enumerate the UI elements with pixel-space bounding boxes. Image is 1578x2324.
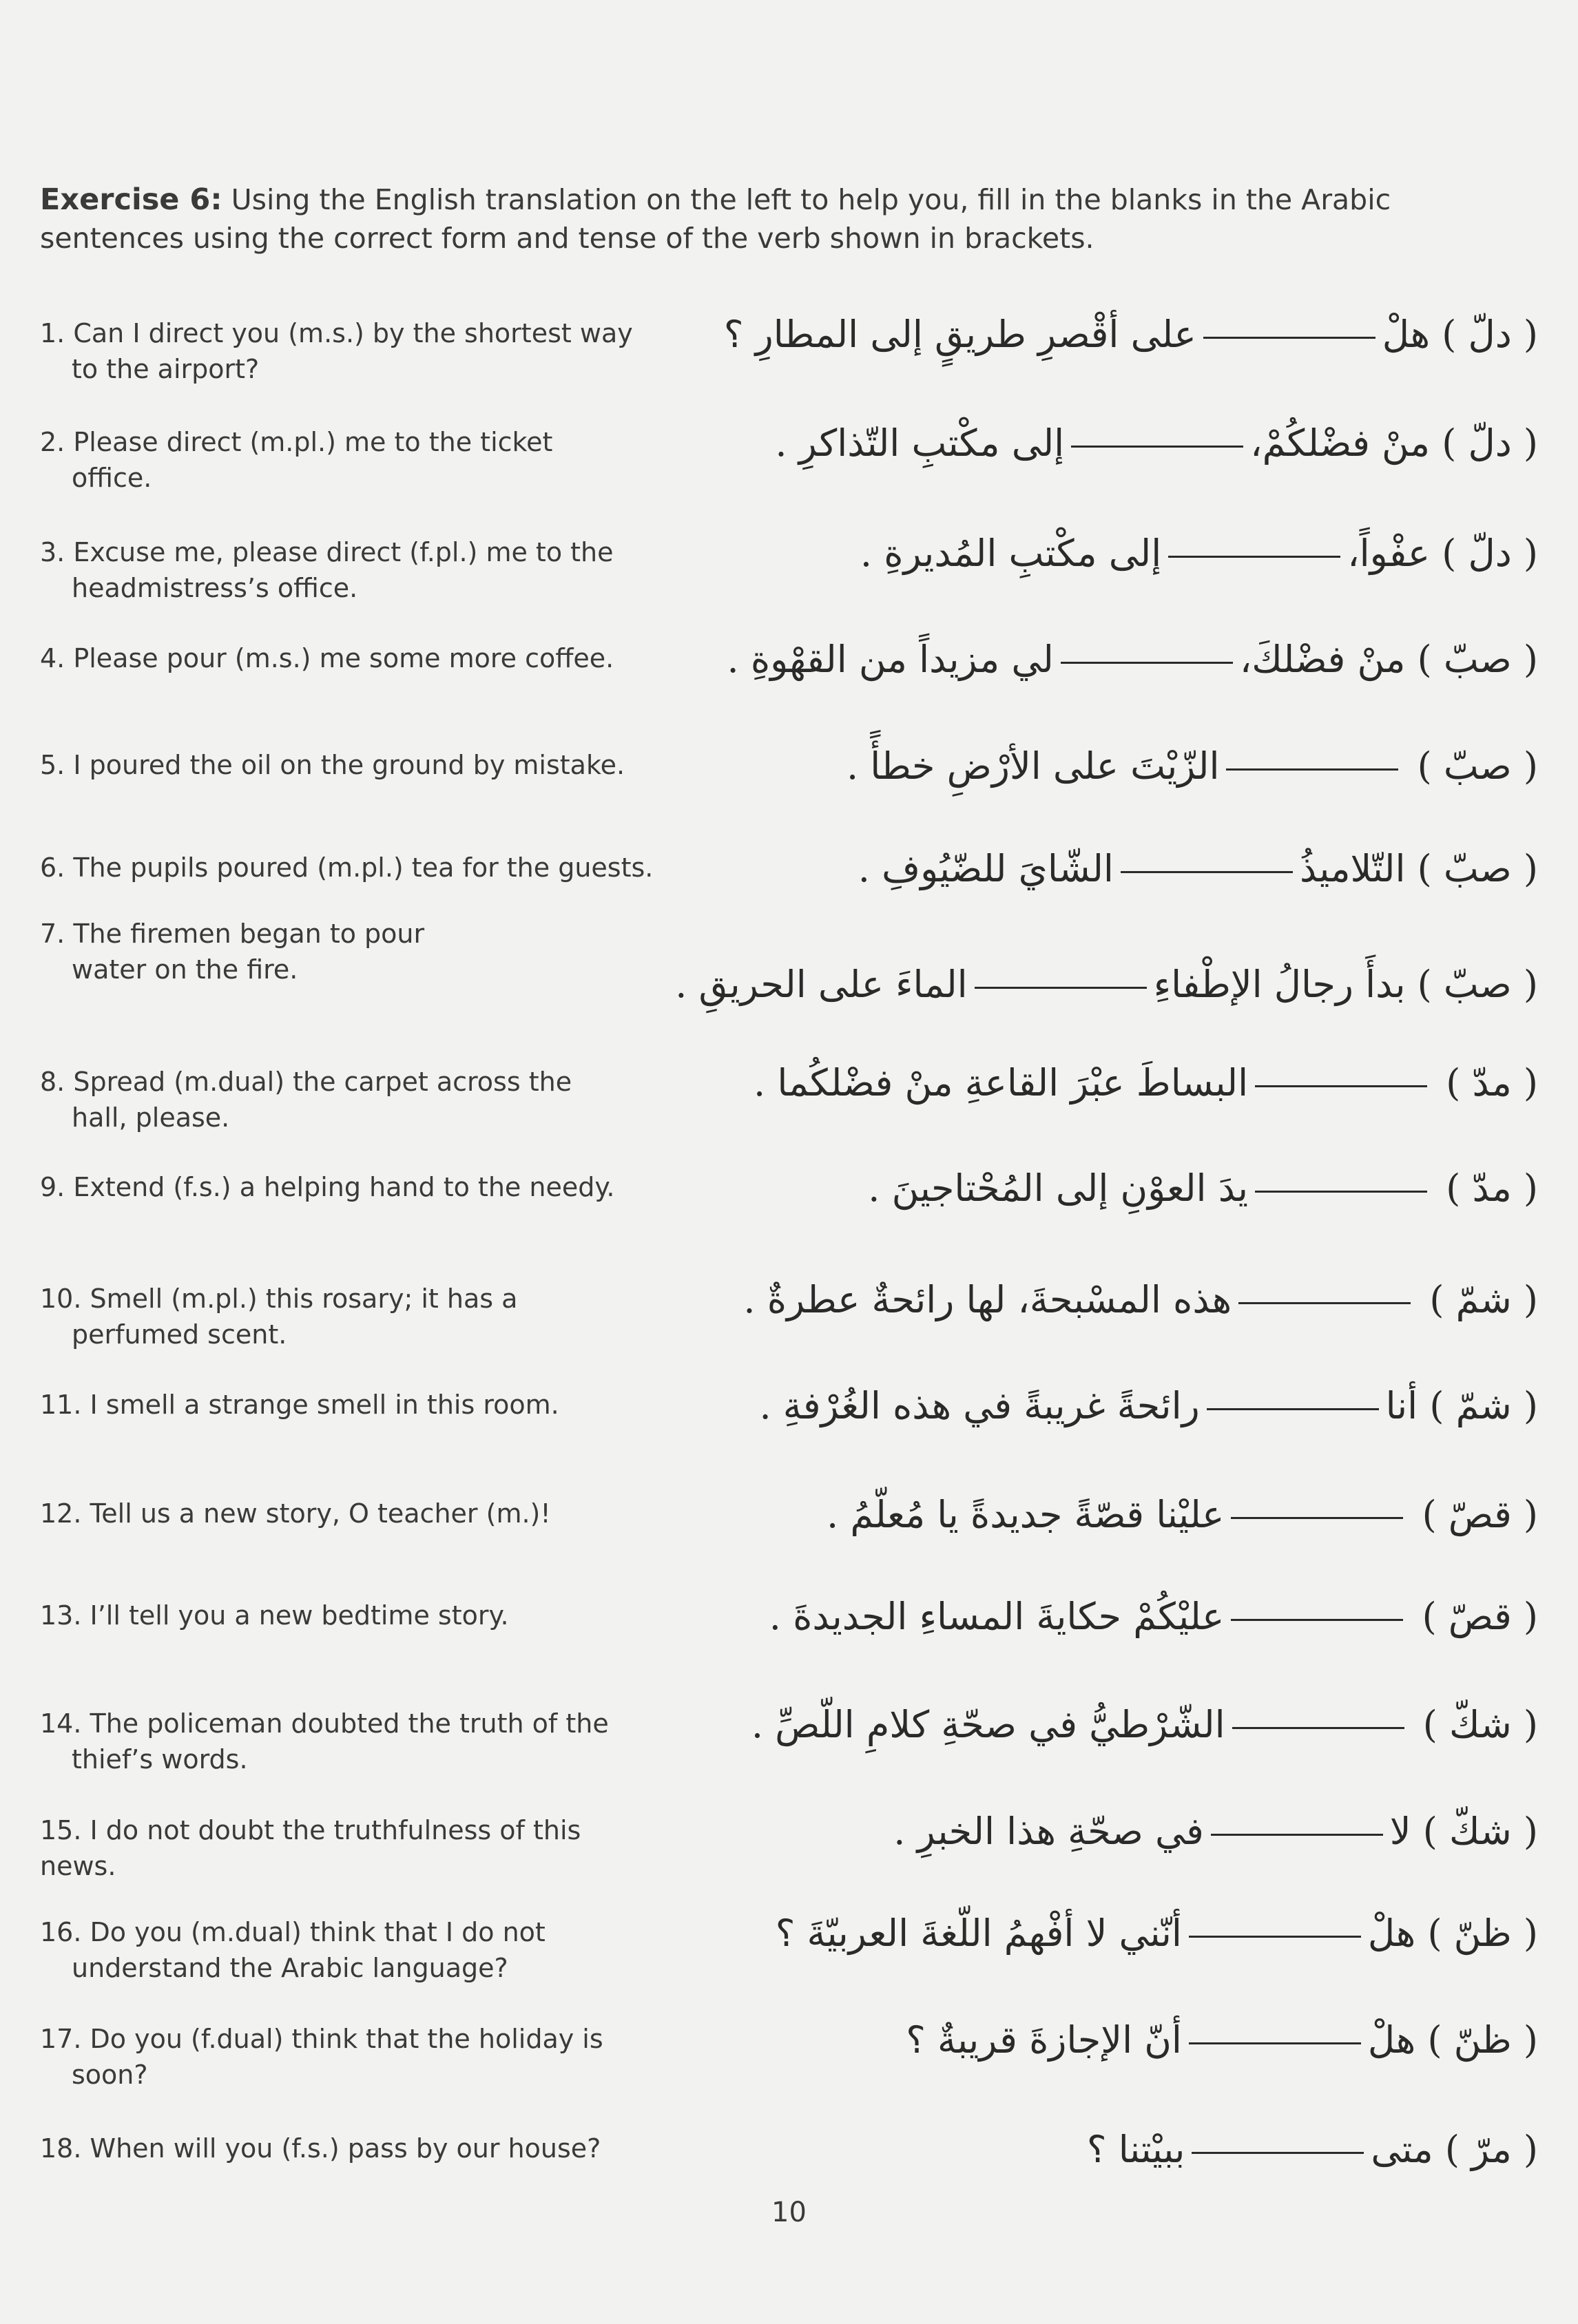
english-sentence: 2. Please direct (m.pl.) me to the ticket office. [40,427,553,493]
blank-field[interactable] [1231,1517,1403,1519]
arabic-sentence: ( صبّ ) بدأَ رجالُ الإطْفاءِالماءَ على الحريقِ . [675,963,1538,1006]
blank-field[interactable] [1232,1727,1404,1729]
english-sentence: 17. Do you (f.dual) think that the holiday is soon? [40,2024,603,2090]
blank-field[interactable] [1189,2042,1361,2044]
exercise-item-14 [0,1703,1578,1802]
arabic-sentence: ( دلّ ) عفْواً،إلى مكْتبِ المُديرةِ . [860,532,1538,575]
exercise-item-1 [0,315,1578,412]
arabic-sentence: ( ظنّ ) هلْأنّ الإجازةَ قريبةٌ ؟ [906,2018,1538,2062]
arabic-sentence: ( صبّ ) التّلاميذُالشّايَ للضّيُوفِ . [858,847,1538,890]
exercise-item-11 [0,1384,1578,1483]
verb-in-brackets: ( شكّ ) [1422,1703,1538,1746]
blank-field[interactable] [1189,1936,1361,1938]
english-sentence: 15. I do not doubt the truthfulness of this news. [40,1815,581,1881]
exercise-item-4 [0,640,1578,737]
arabic-sentence: ( دلّ ) منْ فضْلكُمْ،إلى مكْتبِ التّذاكرِ . [775,421,1538,465]
blank-field[interactable] [1168,556,1340,558]
verb-in-brackets: ( صبّ ) [1417,963,1538,1006]
english-sentence: 18. When will you (f.s.) pass by our house? [40,2133,601,2164]
english-sentence: 4. Please pour (m.s.) me some more coffee. [40,643,614,673]
english-sentence: 14. The policeman doubted the truth of the thief’s words. [40,1708,609,1775]
verb-in-brackets: ( ظنّ ) [1427,2018,1538,2062]
verb-in-brackets: ( شمّ ) [1429,1278,1538,1321]
verb-in-brackets: ( شكّ ) [1422,1810,1538,1853]
arabic-sentence: ( شكّ ) لافي صحّةِ هذا الخبرِ . [893,1810,1538,1853]
english-sentence: 3. Excuse me, please direct (f.pl.) me to the headmistress’s office. [40,537,614,603]
exercise-item-16 [0,1914,1578,2011]
blank-field[interactable] [1061,662,1233,664]
arabic-sentence: ( مدّ ) يدَ العوْنِ إلى المُحْتاجينَ . [868,1166,1538,1210]
arabic-sentence: ( ظنّ ) هلْأنّني لا أفْهمُ اللّغةَ العربيّةَ ؟ [775,1912,1538,1955]
arabic-sentence: ( مدّ ) البساطَ عبْرَ القاعةِ منْ فضْلكُما . [754,1061,1538,1105]
english-sentence: 7. The firemen began to pour water on the fire. [40,919,425,985]
exercise-item-8 [0,1061,1578,1160]
blank-field[interactable] [1231,1619,1403,1621]
exercise-item-13 [0,1595,1578,1694]
verb-in-brackets: ( مدّ ) [1446,1166,1538,1210]
verb-in-brackets: ( صبّ ) [1417,847,1538,890]
exercise-item-15 [0,1812,1578,1909]
verb-in-brackets: ( مدّ ) [1446,1061,1538,1105]
blank-field[interactable] [1192,2152,1364,2154]
verb-in-brackets: ( شمّ ) [1429,1384,1538,1427]
verb-in-brackets: ( صبّ ) [1417,638,1538,681]
english-sentence: 10. Smell (m.pl.) this rosary; it has a perfumed scent. [40,1284,518,1350]
verb-in-brackets: ( دلّ ) [1442,313,1538,356]
exercise-item-12 [0,1493,1578,1592]
english-sentence: 8. Spread (m.dual) the carpet across the hall, please. [40,1067,572,1133]
exercise-item-7 [0,916,1578,1012]
english-sentence: 13. I’ll tell you a new bedtime story. [40,1600,509,1631]
exercise-item-9 [0,1166,1578,1266]
exercise-item-17 [0,2018,1578,2117]
english-sentence: 9. Extend (f.s.) a helping hand to the needy. [40,1172,615,1202]
blank-field[interactable] [1211,1834,1383,1836]
verb-in-brackets: ( دلّ ) [1442,421,1538,465]
english-sentence: 12. Tell us a new story, O teacher (m.)! [40,1498,551,1529]
exercise-item-2 [0,421,1578,521]
blank-field[interactable] [1226,768,1398,771]
blank-field[interactable] [1121,871,1293,873]
english-sentence: 16. Do you (m.dual) think that I do not understand the Arabic language? [40,1917,546,1983]
arabic-sentence: ( مرّ ) متىببيْتنا ؟ [1086,2128,1538,2171]
arabic-sentence: ( شمّ ) هذه المسْبحةَ، لها رائحةٌ عطرةٌ . [743,1278,1538,1321]
arabic-sentence: ( شكّ ) الشّرْطيُّ في صحّةِ كلامِ اللّصِّ . [751,1703,1538,1746]
english-sentence: 11. I smell a strange smell in this room. [40,1390,559,1420]
verb-in-brackets: ( مرّ ) [1444,2128,1538,2171]
arabic-sentence: ( صبّ ) منْ فضْلكَ،لي مزيداً من القهْوةِ . [727,638,1538,681]
arabic-sentence: ( قصّ ) عليْنا قصّةً جديدةً يا مُعلّمُ . [827,1493,1538,1536]
exercise-instruction-text: Using the English translation on the left to help you, fill in the blanks in the Arabic sentences using the correct form and tense of the verb shown in brackets. [40,183,1391,255]
english-sentence: 5. I poured the oil on the ground by mistake. [40,750,625,780]
arabic-sentence: ( قصّ ) عليْكُمْ حكايةَ المساءِ الجديدةَ . [769,1595,1538,1638]
english-sentence: 1. Can I direct you (m.s.) by the shortest way to the airport? [40,318,633,384]
blank-field[interactable] [1255,1191,1427,1193]
verb-in-brackets: ( دلّ ) [1442,532,1538,575]
blank-field[interactable] [1255,1085,1427,1087]
blank-field[interactable] [1071,446,1243,448]
page-number: 10 [771,2197,807,2228]
verb-in-brackets: ( قصّ ) [1422,1493,1538,1536]
arabic-sentence: ( شمّ ) أنارائحةً غريبةً في هذه الغُرْفةِ . [759,1384,1538,1427]
blank-field[interactable] [1207,1408,1379,1410]
blank-field[interactable] [1238,1302,1411,1304]
exercise-instructions [40,180,1541,258]
exercise-item-10 [0,1278,1578,1377]
exercise-item-5 [0,744,1578,844]
blank-field[interactable] [1203,337,1375,339]
verb-in-brackets: ( ظنّ ) [1427,1912,1538,1955]
verb-in-brackets: ( صبّ ) [1417,744,1538,788]
arabic-sentence: ( دلّ ) هلْعلى أقْصرِ طريقٍ إلى المطارِ ؟ [723,313,1538,356]
verb-in-brackets: ( قصّ ) [1422,1595,1538,1638]
blank-field[interactable] [975,987,1147,989]
english-sentence: 6. The pupils poured (m.pl.) tea for the guests. [40,852,654,883]
arabic-sentence: ( صبّ ) الزّيْتَ على الأرْضِ خطأً . [846,744,1538,788]
exercise-label: Exercise 6: [40,182,222,217]
exercise-item-3 [0,534,1578,631]
